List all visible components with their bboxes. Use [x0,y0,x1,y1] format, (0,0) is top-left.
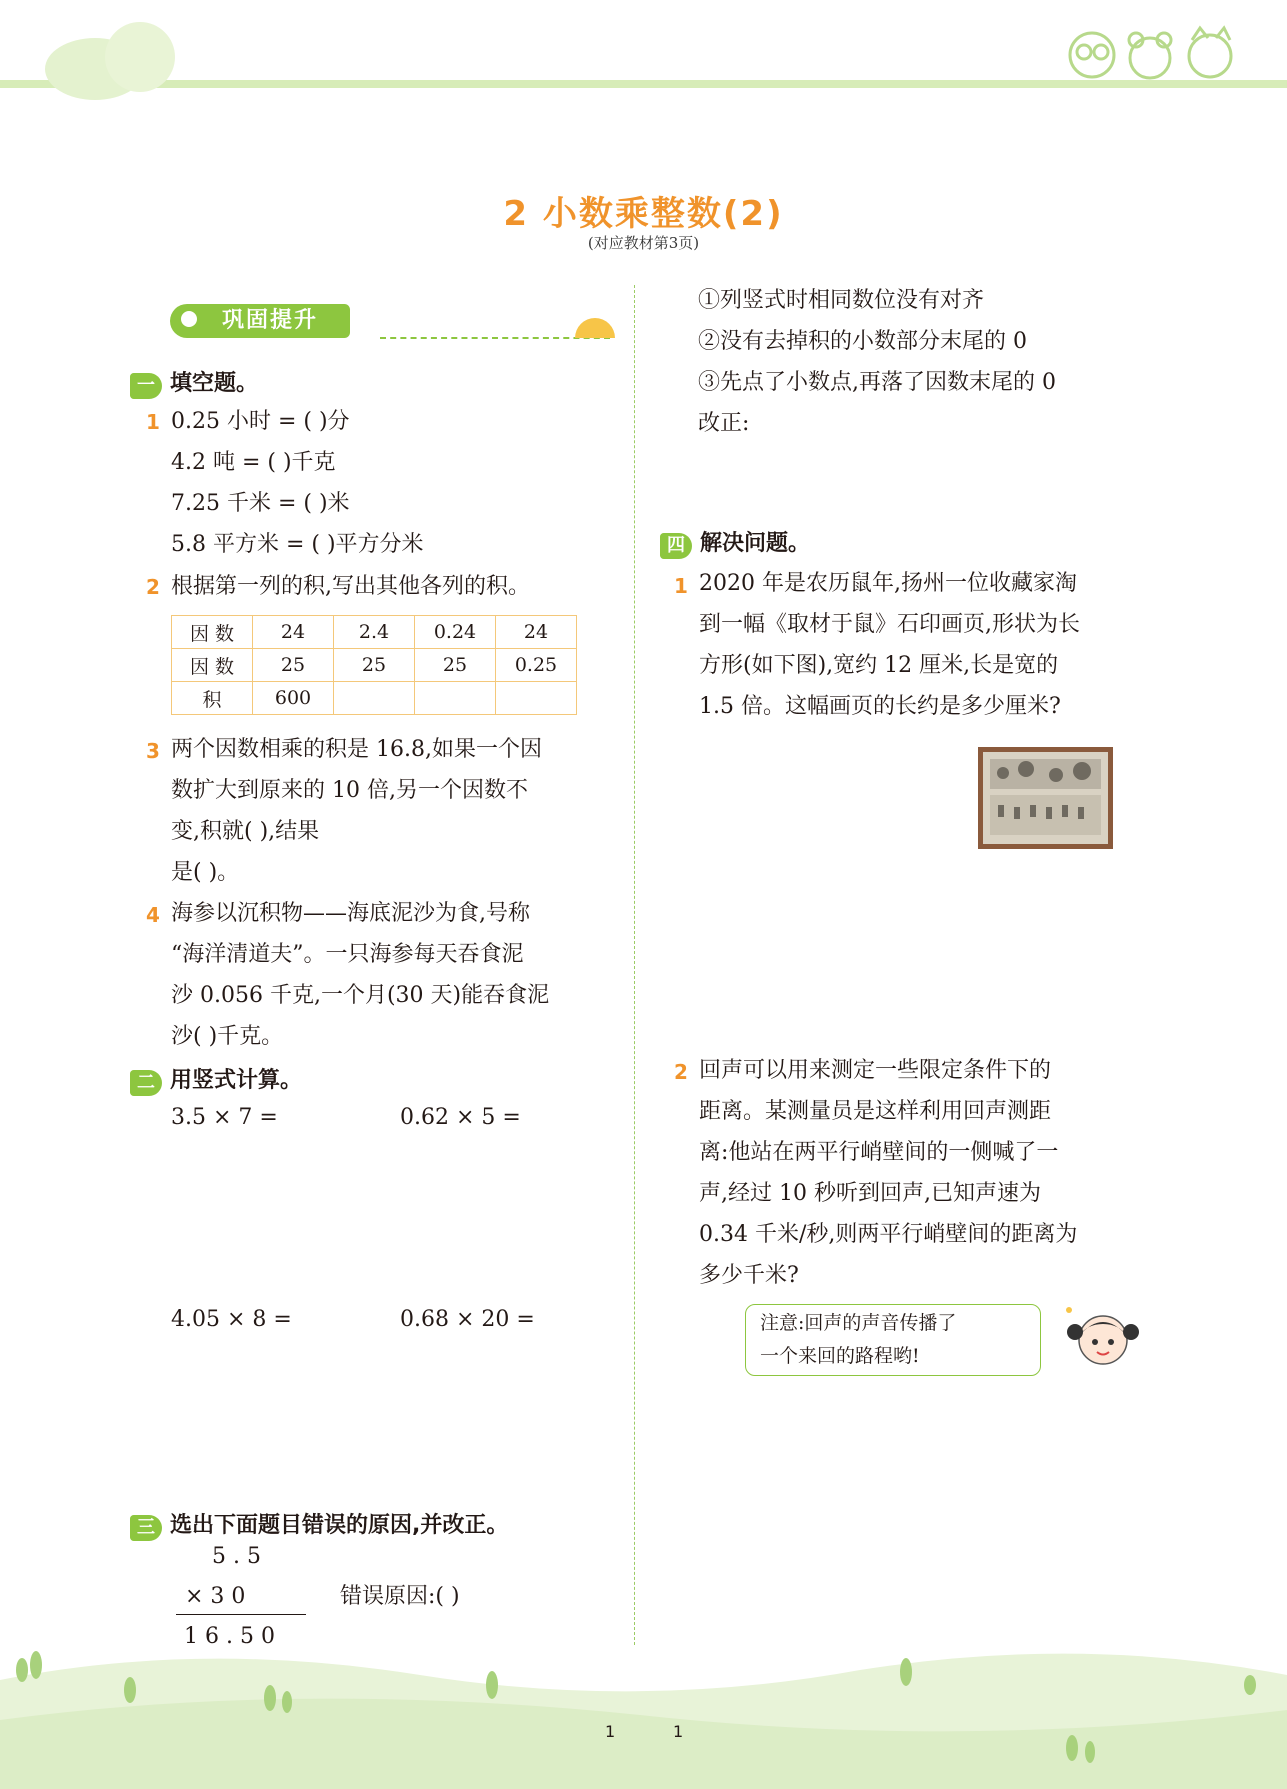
table-cell: 2.4 [334,616,415,649]
section-fill-blank [130,366,258,399]
cartoon-animals-decoration [1060,20,1250,82]
error-reason: 错误原因:( ) [340,1584,460,1609]
calc-item: 3.5 × 7 = [171,1105,278,1130]
q1-line: 7.25 千米 = ( )米 [171,491,350,516]
question-number: 1 [674,574,688,598]
section-vertical-calc [130,1063,302,1096]
table-cell: 24 [496,616,577,649]
section-banner [140,300,380,338]
table-cell: 25 [253,649,334,682]
column-divider [634,285,635,1645]
p1-line: 到一幅《取材于鼠》石印画页,形状为长 [699,612,1080,637]
hills-decoration [0,1640,1287,1789]
question-2-text: 根据第一列的积,写出其他各列的积。 [171,574,530,599]
q3-line: 是( )。 [171,860,240,885]
p2-line: 距离。某测量员是这样利用回声测距 [699,1099,1052,1124]
answer-cell[interactable] [334,682,415,715]
table-cell: 24 [253,616,334,649]
p1-line: 方形(如下图),宽约 12 厘米,长是宽的 [699,653,1059,678]
q3-line: 两个因数相乘的积是 16.8,如果一个因 [171,737,542,762]
q4-line: 沙 0.056 千克,一个月(30 天)能吞食泥 [171,983,550,1008]
table-cell: 积 [172,682,253,715]
p1-line: 1.5 倍。这幅画页的长约是多少厘米? [699,694,1061,719]
section-title: 选出下面题目错误的原因,并改正。 [170,1513,509,1538]
q3-line: 数扩大到原来的 10 倍,另一个因数不 [171,778,528,803]
table-cell: 600 [253,682,334,715]
error-row-3: 1 6 . 5 0 [184,1624,275,1649]
question-number: 3 [146,739,160,763]
answer-cell[interactable] [415,682,496,715]
section-badge: 二 [130,1070,162,1096]
question-number: 1 [146,410,160,434]
q4-line: 沙( )千克。 [171,1024,284,1049]
question-number: 4 [146,903,160,927]
page-number-right: 1 [673,1722,684,1741]
table-cell: 因 数 [172,616,253,649]
hint-bubble [745,1304,1041,1376]
section-title: 填空题。 [170,371,259,396]
section-badge: 三 [130,1515,162,1541]
sun-decoration [105,22,175,92]
section-badge: 四 [660,533,692,559]
error-options [698,280,1056,444]
page-subtitle: (对应教材第3页) [587,234,700,252]
lithograph-picture [978,747,1113,849]
q1-line: 5.8 平方米 = ( )平方分米 [171,532,424,557]
hint-line: 一个来回的路程哟! [760,1345,920,1367]
error-row-2: × 3 0 [185,1584,246,1609]
calc-item: 0.68 × 20 = [400,1307,535,1332]
calc-rule [176,1614,306,1615]
q4-line: 海参以沉积物——海底泥沙为食,号称 [171,901,530,926]
table-cell: 25 [334,649,415,682]
error-row-1: 5 . 5 [212,1544,261,1569]
product-table [171,615,577,715]
option-item: ①列竖式时相同数位没有对齐 [698,288,985,313]
p2-line: 0.34 千米/秒,则两平行峭壁间的距离为 [699,1222,1078,1247]
question-4 [171,893,549,1057]
section-problem-solving [660,526,810,559]
q3-line: 变,积就( ),结果 [171,819,320,844]
p2-line: 多少千米? [699,1263,799,1288]
hint-line: 注意:回声的声音传播了 [760,1312,957,1334]
section-badge: 一 [130,373,162,399]
correction-label: 改正: [698,411,750,436]
calc-item: 0.62 × 5 = [400,1105,521,1130]
girl-character-icon [1055,1302,1145,1382]
table-cell: 0.25 [496,649,577,682]
sunset-icon [575,318,615,338]
option-item: ②没有去掉积的小数部分末尾的 0 [698,329,1027,354]
banner-label: 巩固提升 [170,304,350,338]
p2-line: 回声可以用来测定一些限定条件下的 [699,1058,1052,1083]
section-title: 用竖式计算。 [170,1068,303,1093]
p1-line: 2020 年是农历鼠年,扬州一位收藏家淘 [699,571,1077,596]
question-number: 2 [674,1060,688,1084]
answer-cell[interactable] [496,682,577,715]
q1-line: 0.25 小时 = ( )分 [171,409,350,434]
question-1 [171,401,424,565]
q1-line: 4.2 吨 = ( )千克 [171,450,336,475]
calc-item: 4.05 × 8 = [171,1307,292,1332]
page-title: 2 小数乘整数(2) [503,194,784,234]
problem-1 [699,563,1080,727]
q4-line: “海洋清道夫”。一只海参每天吞食泥 [171,942,524,967]
table-cell: 因 数 [172,649,253,682]
question-number: 2 [146,575,160,599]
problem-2 [699,1050,1077,1296]
table-cell: 0.24 [415,616,496,649]
option-item: ③先点了小数点,再落了因数末尾的 0 [698,370,1056,395]
p2-line: 声,经过 10 秒听到回声,已知声速为 [699,1181,1041,1206]
whale-icon [178,308,200,330]
section-error-analysis [130,1508,508,1541]
table-cell: 25 [415,649,496,682]
page-number-left: 1 [605,1722,616,1741]
question-3 [171,729,542,893]
p2-line: 离:他站在两平行峭壁间的一侧喊了一 [699,1140,1059,1165]
section-title: 解决问题。 [700,531,811,556]
